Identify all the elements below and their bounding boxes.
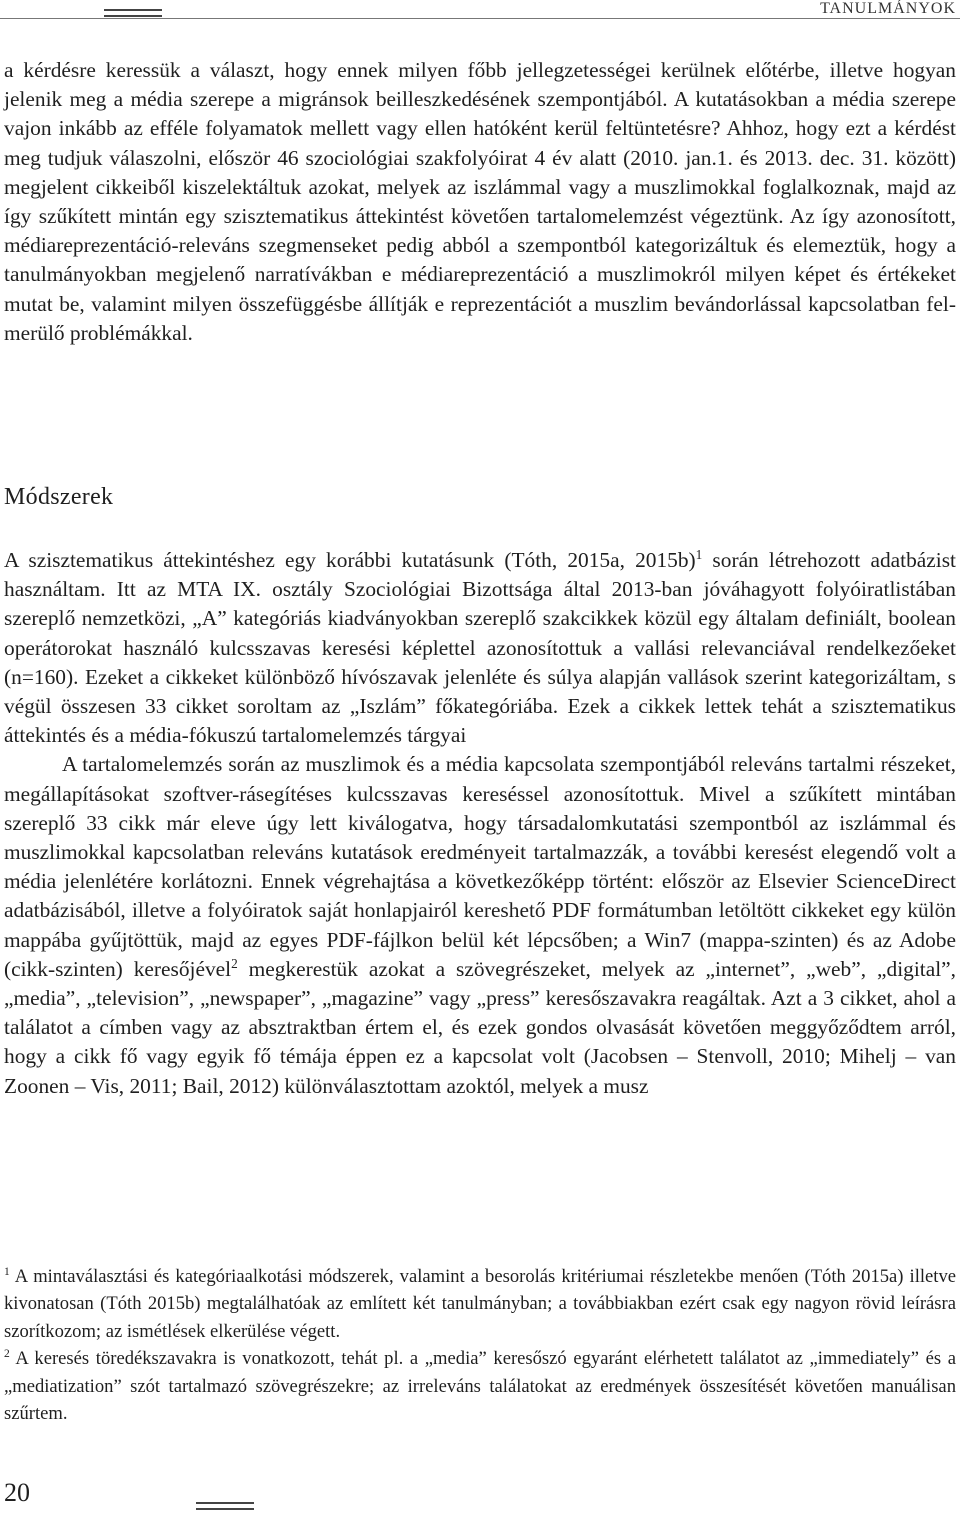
methods-section: [4, 546, 956, 1101]
footnote-2: [4, 1345, 956, 1427]
footnote-ref-2[interactable]: 2: [231, 955, 238, 971]
intro-section: [4, 56, 956, 348]
methods-paragraph-2: [4, 750, 956, 1100]
running-head: TANULMÁNYOK: [820, 0, 956, 17]
footer-ornament: [196, 1502, 254, 1510]
footnotes: [4, 1263, 956, 1427]
footnote-1: [4, 1263, 956, 1345]
methods-p1-text-b: során létrehozott adatbázist használtam. Itt az MTA IX. osztály Szociológiai Bizottsága által 2013-ban jóváhagyott folyóiratlistában szereplő nemzetközi, „A” kategóriás kiadványokban szereplő szakcikkek közül egy általam definiált, boolean operátorokat használó kulcsszavas keresési képlettel azonosítottuk a vallási relevanciával rendelkezőeket (n=160). Ezeket a cikkeket különböző hívószavak jelenléte és súlya alapján vallások szerint kategorizáltam, s végül összesen 33 cikket soroltam az „Iszlám” főkategóriába. Ezek a cikkek lettek tehát a szisztematikus áttekintés és a média-fókuszú tartalomelemzés tárgyai: [4, 548, 956, 748]
footnote-1-mark: 1: [4, 1266, 10, 1279]
footnote-2-mark: 2: [4, 1348, 10, 1361]
footnote-2-text: A keresés töredékszavakra is vonatkozott, tehát pl. a „media” keresőszó egyaránt elérhetett találatot az „immediately” és a „mediatization” szót tartalmazó szövegrészekre; az irreleváns találatokat az eredmények összesítését követően manuálisan szűrtem.: [4, 1348, 956, 1425]
section-heading-methods: Módszerek: [4, 484, 114, 510]
methods-paragraph-1: [4, 546, 956, 750]
intro-paragraph: a kérdésre keressük a választ, hogy ennek milyen főbb jellegzetességei kerülnek előtérbe, illetve hogyan jelenik meg a média szerepe a migránsok beilleszkedésének szempontjából. A kutatásokban a média szerepe vajon inkább az efféle folyamatok mellett vagy ellen hatóként kerül feltüntetésre? Ahhoz, hogy ezt a kérdést meg tudjuk válaszolni, először 46 szociológiai szakfolyóirat 4 év alatt (2010. jan.1. és 2013. dec. 31. között) megjelent cikkeiből kiszelektáltuk azokat, melyek az iszlámmal vagy a muszlimokkal foglalkoznak, majd az így szűkített mintán egy szisztematikus áttekintést követően tartalomelemzést végeztünk. Az így azonosított, médiareprezentáció-releváns szegmenseket pedig abból a szempontból kategorizáltuk és elemeztük, hogy a tanulmányokban megjelenő narratívákban e médiareprezentáció a muszlimokról milyen képet és értékeket mutat be, valamint milyen összefüggésbe állítják e reprezentációt a muszlim bevándorlással kapcsolatban felmerülő problémákkal.: [4, 58, 956, 345]
methods-p2-text-b: megkerestük azokat a szövegrészeket, melyek az „internet”, „web”, „digital”, „media”, „television”, „newspaper”, „magazine” vagy „press” keresőszavakra reagáltak. Azt a 3 cikket, ahol a találatot a címben vagy az absztraktban értem el, és ezek gondos olvasását követően meggyőződtem arról, hogy a cikk fő vagy egyik fő témája éppen ez a kapcsolat volt (Jacobsen – Stenvoll, 2010; Mihelj – van Zoonen – Vis, 2011; Bail, 2012) különválasztottam azoktól, melyek a musz: [4, 956, 957, 1098]
footnote-ref-1[interactable]: 1: [695, 547, 703, 563]
footnote-1-text: A mintaválasztási és kategóriaalkotási módszerek, valamint a besorolás kritériumai részletekbe menően (Tóth 2015a) illetve kivonatosan (Tóth 2015b) megtalálhatóak az említett két tanulmányban; a továbbiakban ezért csak egy nagyon rövid leírásra szorítkozom; az ismétlések elkerülése végett.: [4, 1266, 956, 1342]
header-ornament: [104, 9, 162, 17]
methods-p1-text-a: A szisztematikus áttekintéshez egy korábbi kutatásunk (Tóth, 2015a, 2015b): [4, 548, 696, 572]
header-rule: [0, 18, 960, 19]
page-number: 20: [4, 1478, 30, 1507]
methods-p2-text-a: A tartalomelemzés során az muszlimok és a média kapcsolata szempontjából releváns tartalmi részeket, megállapításokat szoftver-rásegítéses kulcsszavas kereséssel azonosítottuk. Mivel a szűkített mintában szereplő 33 cikk már eleve úgy lett kiválogatva, hogy társadalomkutatási szempontból az iszlámmal és muszlimokkal kapcsolatban releváns kutatások eredményeit tartalmazzák, a további keresést elegendő volt a média jelenlétére korlátozni. Ennek végrehajtása a következőképp történt: először az Elsevier ScienceDirect adatbázisából, illetve a folyóiratok saját honlapjairól kereshető PDF formátumban letöltött cikkeket egy külön mappába gyűjtöttük, majd az egyes PDF-fájlkon belül két lépcsőben; a Win7 (mappa-szinten) és az Adobe (cikk-szinten) keresőjével: [4, 752, 956, 981]
